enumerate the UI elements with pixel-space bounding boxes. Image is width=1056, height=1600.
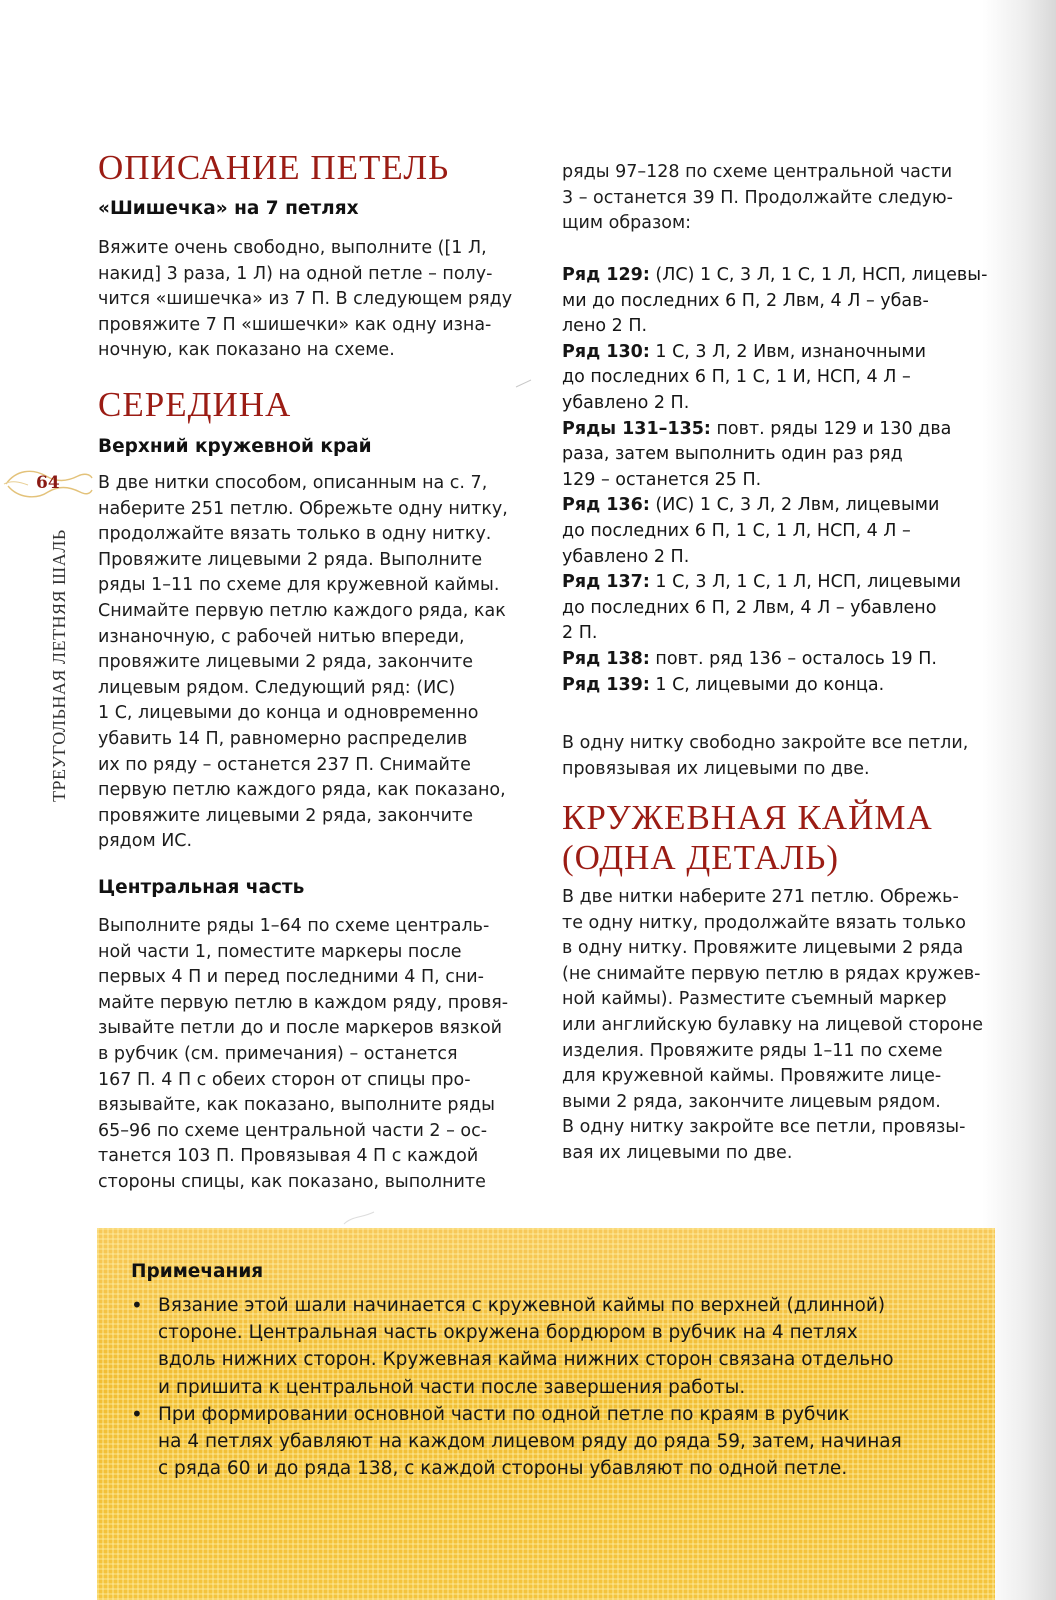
note-item: • Вязание этой шали начинается с кружевной каймы по верхней (длинной) стороне. Центральная часть окружена бордюром в рубчик на 4 петлях вдоль нижних сторон. Кружевная кайма нижних сторон связана отдельно и пришита к центральной части после завершения работы. <box>131 1293 894 1398</box>
bullet-icon: • <box>131 1401 143 1426</box>
bullet-icon: • <box>131 1293 143 1317</box>
page-number: 64 <box>36 473 60 493</box>
running-title: ТРЕУГОЛЬНАЯ ЛЕТНЯЯ ШАЛЬ <box>49 529 69 802</box>
heading-middle: СЕРЕДИНА <box>98 385 292 424</box>
row-instructions-list <box>562 263 1002 698</box>
note-item: • При формировании основной части по одной петле по краям в рубчик на 4 петлях убавляют на каждом лицевом ряду до ряда 59, затем, начиная с ряда 60 и до ряда 138, с каждой стороны убавляют по одной петле. <box>131 1401 902 1480</box>
row-entry-139: Ряд 139: 1 С, лицевыми до конца. <box>562 674 885 695</box>
notes-title: Примечания <box>131 1261 264 1282</box>
subheading-bobble: «Шишечка» на 7 петлях <box>98 198 359 219</box>
row-entry-136: Ряд 136: (ИС) 1 С, 3 Л, 2 Лвм, лицевыми до последних 6 П, 1 С, 1 Л, НСП, 4 Л – убавлено 2 П. <box>562 495 940 567</box>
subheading-top-lace-edge: Верхний кружевной край <box>98 436 372 457</box>
row-entry-131-135: Ряды 131–135: повт. ряды 129 и 130 два раза, затем выполнить один раз ряд 129 – останется 25 П. <box>562 418 952 490</box>
row-entry-138: Ряд 138: повт. ряд 136 – осталось 19 П. <box>562 648 937 669</box>
bobble-instructions: Вяжите очень свободно, выполните ([1 Л, накид] 3 раза, 1 Л) на одной петле – полу- чится «шишечка» из 7 П. В следующем ряду провяжите 7 П «шишечки» как одну изна- ночную, как показано на схеме. <box>98 238 513 361</box>
heading-lace-border-line1: КРУЖЕВНАЯ КАЙМА <box>562 798 933 837</box>
notes-list <box>131 1292 971 1482</box>
bind-off-text: В одну нитку свободно закройте все петли, провязывая их лицевыми по две. <box>562 733 969 779</box>
lace-border-instructions: В две нитки наберите 271 петлю. Обрежь- те одну нитку, продолжайте вязать только в одну нитку. Провяжите лицевыми 2 ряда (не снимайте первую петлю в рядах кружев- ной каймы). Разместите съемный маркер или английскую булавку на лицевой стороне изделия. Провяжите ряды 1–11 по схеме для кружевной каймы. Провяжите лице- выми 2 ряда, закончите лицевым рядом. В одну нитку закройте все петли, провязы- вая их лицевыми по две. <box>562 887 983 1163</box>
heading-stitch-description: ОПИСАНИЕ ПЕТЕЛЬ <box>98 148 450 187</box>
central-continue-text: ряды 97–128 по схеме центральной части 3 – останется 39 П. Продолжайте следую- щим образом: <box>562 162 953 234</box>
central-part-instructions: Выполните ряды 1–64 по схеме централь- ной части 1, поместите маркеры после первых 4 П и перед последними 4 П, сни- майте первую петлю в каждом ряду, провя- зывайте петли до и после маркеров вязкой в рубчик (см. примечания) – останется 167 П. 4 П с обеих сторон от спицы про- вязывайте, как показано, выполните ряды 65–96 по схеме центральной части 2 – ос- танется 103 П. Провязывая 4 П с каждой стороны спицы, как показано, выполните <box>98 916 509 1192</box>
subheading-central-part: Центральная часть <box>98 877 305 898</box>
heading-lace-border-line2: (ОДНА ДЕТАЛЬ) <box>562 838 840 877</box>
scan-smudge-icon <box>340 1208 380 1228</box>
row-entry-130: Ряд 130: 1 С, 3 Л, 2 Ивм, изнаночными до последних 6 П, 1 С, 1 И, НСП, 4 Л – убавлено 2 П. <box>562 341 927 413</box>
row-entry-129: Ряд 129: (ЛС) 1 С, 3 Л, 1 С, 1 Л, НСП, лицевы- ми до последних 6 П, 2 Лвм, 4 Л – убав- лено 2 П. <box>562 265 988 337</box>
scan-mark-icon <box>515 378 533 388</box>
row-entry-137: Ряд 137: 1 С, 3 Л, 1 С, 1 Л, НСП, лицевыми до последних 6 П, 2 Лвм, 4 Л – убавлено 2 П. <box>562 572 962 644</box>
top-edge-instructions: В две нитки способом, описанным на с. 7, наберите 251 петлю. Обрежьте одну нитку, продолжайте вязать только в одну нитку. Провяжите лицевыми 2 ряда. Выполните ряды 1–11 по схеме для кружевной каймы. Снимайте первую петлю каждого ряда, как изнаночную, с рабочей нитью впереди, провяжите лицевыми 2 ряда, закончите лицевым рядом. Следующий ряд: (ИС) 1 С, лицевыми до конца и одновременно убавить 14 П, равномерно распределив их по ряду – останется 237 П. Снимайте первую петлю каждого ряда, как показано, провяжите лицевыми 2 ряда, закончите рядом ИС. <box>98 473 508 852</box>
